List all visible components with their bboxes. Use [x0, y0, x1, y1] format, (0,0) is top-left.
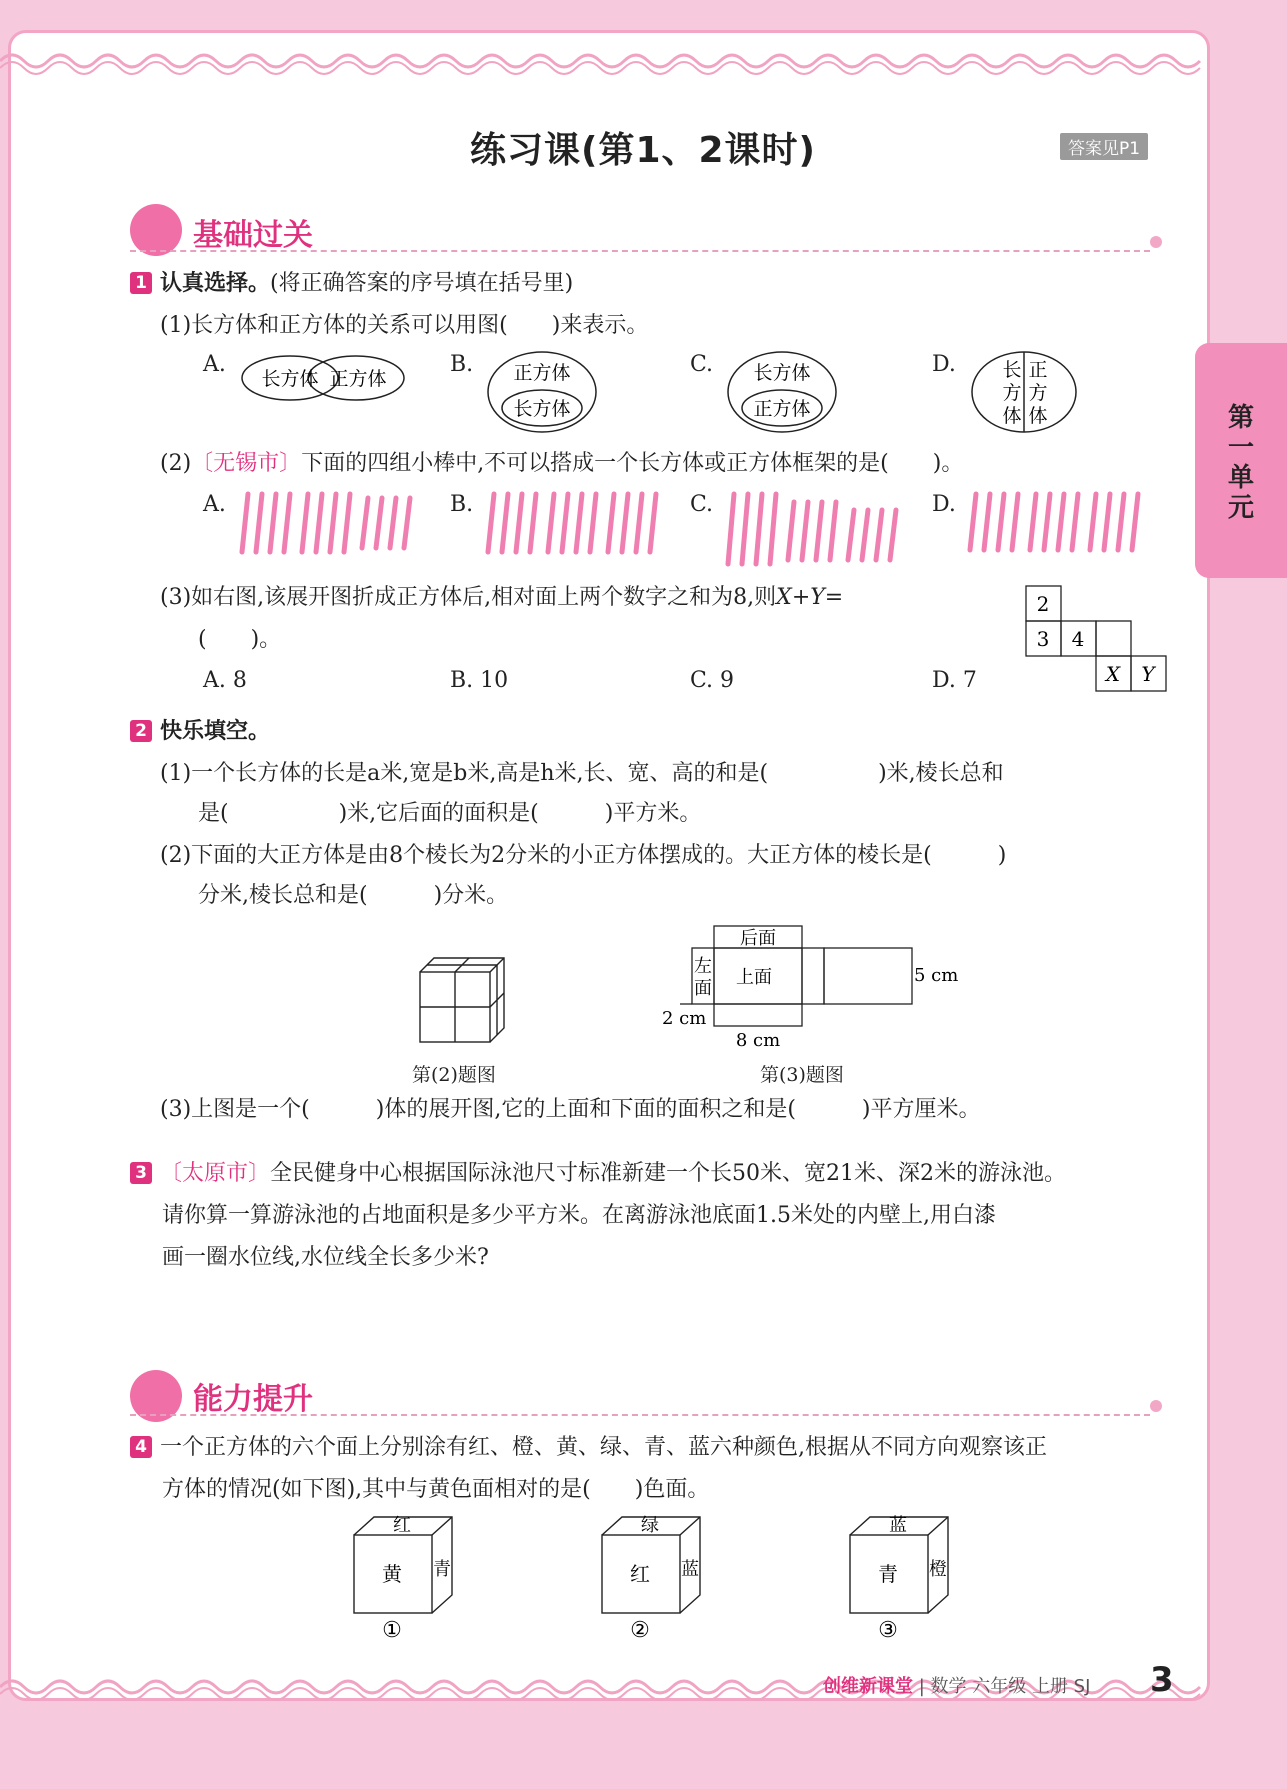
- q1p1-option-b-diagram: [486, 350, 598, 434]
- q2-part2-line1: (2)下面的大正方体是由8个棱长为2分米的小正方体摆成的。大正方体的棱长是( ): [160, 843, 1007, 868]
- question-3-line3: 画一圈水位线,水位线全长多少米?: [162, 1245, 489, 1270]
- q2-part3-text: (3)上图是一个( )体的展开图,它的上面和下面的面积之和是( )平方厘米。: [160, 1097, 981, 1122]
- question-1-title: 认真选择。: [160, 271, 271, 296]
- q1p2-sticks-a: [238, 488, 428, 560]
- stick: [876, 510, 882, 560]
- q1p1-option-c-diagram: [726, 350, 838, 434]
- figure-2-caption: 第(2)题图: [412, 1064, 496, 1086]
- q4-line1-text: 一个正方体的六个面上分别涂有红、橙、黄、绿、青、蓝六种颜色,根据从不同方向观察该正: [160, 1435, 1047, 1460]
- top-wavy-border: [0, 46, 1220, 76]
- q1p1-option-a-diagram: [240, 350, 406, 406]
- net-dim-2cm: 2 cm: [662, 1008, 707, 1029]
- q1-part3-line1: [160, 578, 843, 618]
- stick: [548, 494, 554, 552]
- stick: [1072, 494, 1078, 550]
- stick: [1044, 494, 1050, 550]
- q1p1-option-a-label: A.: [203, 352, 226, 377]
- q2-part1-line2: 是( )米,它后面的面积是( )平方米。: [198, 801, 702, 826]
- stick: [998, 494, 1004, 550]
- cube3-top: 蓝: [889, 1515, 907, 1536]
- stick: [390, 498, 396, 548]
- q2-part1-line1: (1)一个长方体的长是a米,宽是b米,高是h米,长、宽、高的和是( )米,棱长总和: [160, 761, 1004, 786]
- stick: [848, 510, 854, 560]
- page-title: 练习课(第1、2课时): [470, 130, 817, 171]
- question-number-badge: 4: [130, 1436, 152, 1458]
- stick: [1090, 494, 1096, 550]
- question-1-hint: (将正确答案的序号填在括号里): [270, 271, 574, 296]
- cube3-front: 青: [878, 1562, 898, 1586]
- d-left-char-1: 长: [1002, 359, 1022, 381]
- q1-part1-text: (1)长方体和正方体的关系可以用图( )来表示。: [160, 313, 649, 338]
- question-2-title: 快乐填空。: [160, 719, 271, 744]
- stick: [636, 494, 642, 552]
- cuboid-net-figure: [650, 918, 970, 1054]
- stick: [830, 502, 836, 560]
- q1p2-body: 下面的四组小棒中,不可以搭成一个长方体或正方体框架的是( )。: [301, 451, 964, 476]
- stick: [330, 494, 336, 552]
- question-4-line1: [130, 1428, 1047, 1468]
- q1p2-prefix: (2): [160, 451, 192, 476]
- net-top-label: 上面: [736, 967, 772, 988]
- inner-label-cuboid: 长方体: [513, 398, 571, 420]
- stick: [516, 494, 522, 552]
- stick: [316, 494, 322, 552]
- inner-label-cube: 正方体: [753, 398, 811, 420]
- stick: [728, 494, 734, 564]
- q1p1-option-c-label: C.: [690, 352, 714, 377]
- stick: [1132, 494, 1138, 550]
- stick: [284, 494, 290, 552]
- stick: [1030, 494, 1036, 550]
- net-left-label-1: 左: [694, 956, 712, 977]
- cube-net-diagram: [1024, 584, 1168, 694]
- answer-reference-badge: 答案见P1: [1060, 133, 1148, 160]
- q1p2-sticks-d: [966, 488, 1166, 560]
- unit-side-tab: [1195, 343, 1287, 578]
- cube2-top: 绿: [641, 1515, 659, 1536]
- question-4-line2: 方体的情况(如下图),其中与黄色面相对的是( )色面。: [162, 1477, 710, 1502]
- stick: [344, 494, 350, 552]
- stick: [756, 494, 762, 564]
- q1p3-variable: X+Y=: [776, 585, 844, 610]
- stick: [590, 494, 596, 552]
- net-dim-5cm: 5 cm: [914, 965, 959, 986]
- stick: [650, 494, 656, 552]
- question-number-badge: 1: [130, 272, 152, 294]
- divider-dots-icon: [1150, 236, 1162, 248]
- cube1-front: 黄: [382, 1562, 402, 1586]
- color-cube-2: [598, 1515, 708, 1639]
- question-3-line1: [130, 1154, 1066, 1194]
- net-cell-x: X: [1105, 662, 1121, 686]
- d-left-char-3: 体: [1002, 405, 1022, 427]
- cube1-top: 红: [393, 1515, 411, 1536]
- cube1-label: ①: [382, 1618, 402, 1639]
- q1p3-text: (3)如右图,该展开图折成正方体后,相对面上两个数字之和为8,则: [160, 585, 777, 610]
- net-cell-y: Y: [1141, 662, 1155, 686]
- q1p2-option-c-label: C.: [690, 492, 714, 517]
- q2-part2-line2: 分米,棱长总和是( )分米。: [198, 883, 509, 908]
- stick: [788, 502, 794, 560]
- stick: [984, 494, 990, 550]
- stick: [970, 494, 976, 550]
- footer-series: [823, 1672, 1090, 1698]
- question-1-heading: [130, 264, 573, 304]
- q1p1-option-d-label: D.: [932, 352, 956, 377]
- stick: [1104, 494, 1110, 550]
- q1p2-option-d-label: D.: [932, 492, 956, 517]
- section-divider: [130, 1414, 1150, 1416]
- stick: [862, 510, 868, 560]
- q1p2-sticks-b: [484, 488, 674, 560]
- outer-label-cube: 正方体: [513, 362, 571, 384]
- stick: [1058, 494, 1064, 550]
- q1p3-option-b: B. 10: [450, 668, 509, 693]
- stick: [362, 498, 368, 548]
- page-number: 3: [1150, 1660, 1174, 1700]
- net-cell-3: 3: [1036, 627, 1050, 651]
- q3-line1-text: 全民健身中心根据国际泳池尺寸标准新建一个长50米、宽21米、深2米的游泳池。: [270, 1161, 1067, 1186]
- cube1-side: 青: [433, 1559, 451, 1580]
- stick: [302, 494, 308, 552]
- q1p1-option-d-diagram: [970, 350, 1078, 434]
- q1p2-sticks-c: [724, 488, 914, 570]
- q1p3-option-c: C. 9: [690, 668, 735, 693]
- stick: [890, 510, 896, 560]
- stick: [576, 494, 582, 552]
- stick: [376, 498, 382, 548]
- footer-brand: 创维新课堂: [823, 1676, 913, 1697]
- d-right-char-2: 方: [1028, 382, 1048, 404]
- q3-region-tag: 〔太原市〕: [160, 1161, 271, 1186]
- cartoon-avatar-icon: [130, 204, 182, 256]
- stick: [562, 494, 568, 552]
- cube2-front: 红: [630, 1562, 650, 1586]
- net-left-label-2: 面: [694, 978, 712, 999]
- stick: [742, 494, 748, 564]
- unit-side-tab-label: 第一单元: [1227, 403, 1254, 523]
- q1p2-option-a-label: A.: [203, 492, 226, 517]
- stick: [770, 494, 776, 564]
- venn-label-cuboid: 长方体: [261, 368, 319, 390]
- section-heading-advanced: 能力提升: [193, 1382, 313, 1417]
- stick: [816, 502, 822, 560]
- question-3-line2: 请你算一算游泳池的占地面积是多少平方米。在离游泳池底面1.5米处的内壁上,用白漆: [162, 1203, 996, 1228]
- net-back-label: 后面: [740, 928, 776, 949]
- cube3-label: ③: [878, 1618, 898, 1639]
- stick: [256, 494, 262, 552]
- q1p3-option-a: A. 8: [203, 668, 247, 693]
- net-dim-8cm: 8 cm: [735, 1030, 781, 1051]
- stick: [1012, 494, 1018, 550]
- q1-part2-text: [160, 444, 963, 484]
- d-left-char-2: 方: [1002, 382, 1022, 404]
- stick: [802, 502, 808, 560]
- footer-subject: | 数学 六年级 上册 SJ: [918, 1676, 1091, 1697]
- stick: [488, 494, 494, 552]
- color-cube-3: [846, 1515, 956, 1639]
- q1p1-option-b-label: B.: [450, 352, 474, 377]
- section-divider: [130, 250, 1150, 252]
- divider-dots-icon: [1150, 1400, 1162, 1412]
- stick: [404, 498, 410, 548]
- q1-part3-line2: ( )。: [198, 627, 282, 652]
- stick: [530, 494, 536, 552]
- q1p2-region-tag: 〔无锡市〕: [191, 451, 302, 476]
- cube2-label: ②: [630, 1618, 650, 1639]
- big-cube-figure: [418, 956, 508, 1046]
- stick: [242, 494, 248, 552]
- question-2-heading: [130, 712, 270, 752]
- figure-3-caption: 第(3)题图: [760, 1064, 844, 1086]
- net-cell-4: 4: [1071, 627, 1085, 651]
- question-number-badge: 2: [130, 720, 152, 742]
- d-right-char-3: 体: [1028, 405, 1048, 427]
- stick: [502, 494, 508, 552]
- stick: [1118, 494, 1124, 550]
- d-right-char-1: 正: [1028, 359, 1048, 381]
- color-cube-1: [350, 1515, 460, 1639]
- venn-label-cube: 正方体: [329, 368, 387, 390]
- net-cell-2: 2: [1036, 592, 1050, 616]
- outer-label-cuboid: 长方体: [753, 362, 811, 384]
- q1p3-option-d: D. 7: [932, 668, 977, 693]
- question-number-badge: 3: [130, 1162, 152, 1184]
- cube2-side: 蓝: [681, 1559, 699, 1580]
- stick: [270, 494, 276, 552]
- stick: [622, 494, 628, 552]
- section-heading-basic: 基础过关: [193, 218, 313, 253]
- q1p2-option-b-label: B.: [450, 492, 474, 517]
- cube3-side: 橙: [929, 1559, 947, 1580]
- stick: [608, 494, 614, 552]
